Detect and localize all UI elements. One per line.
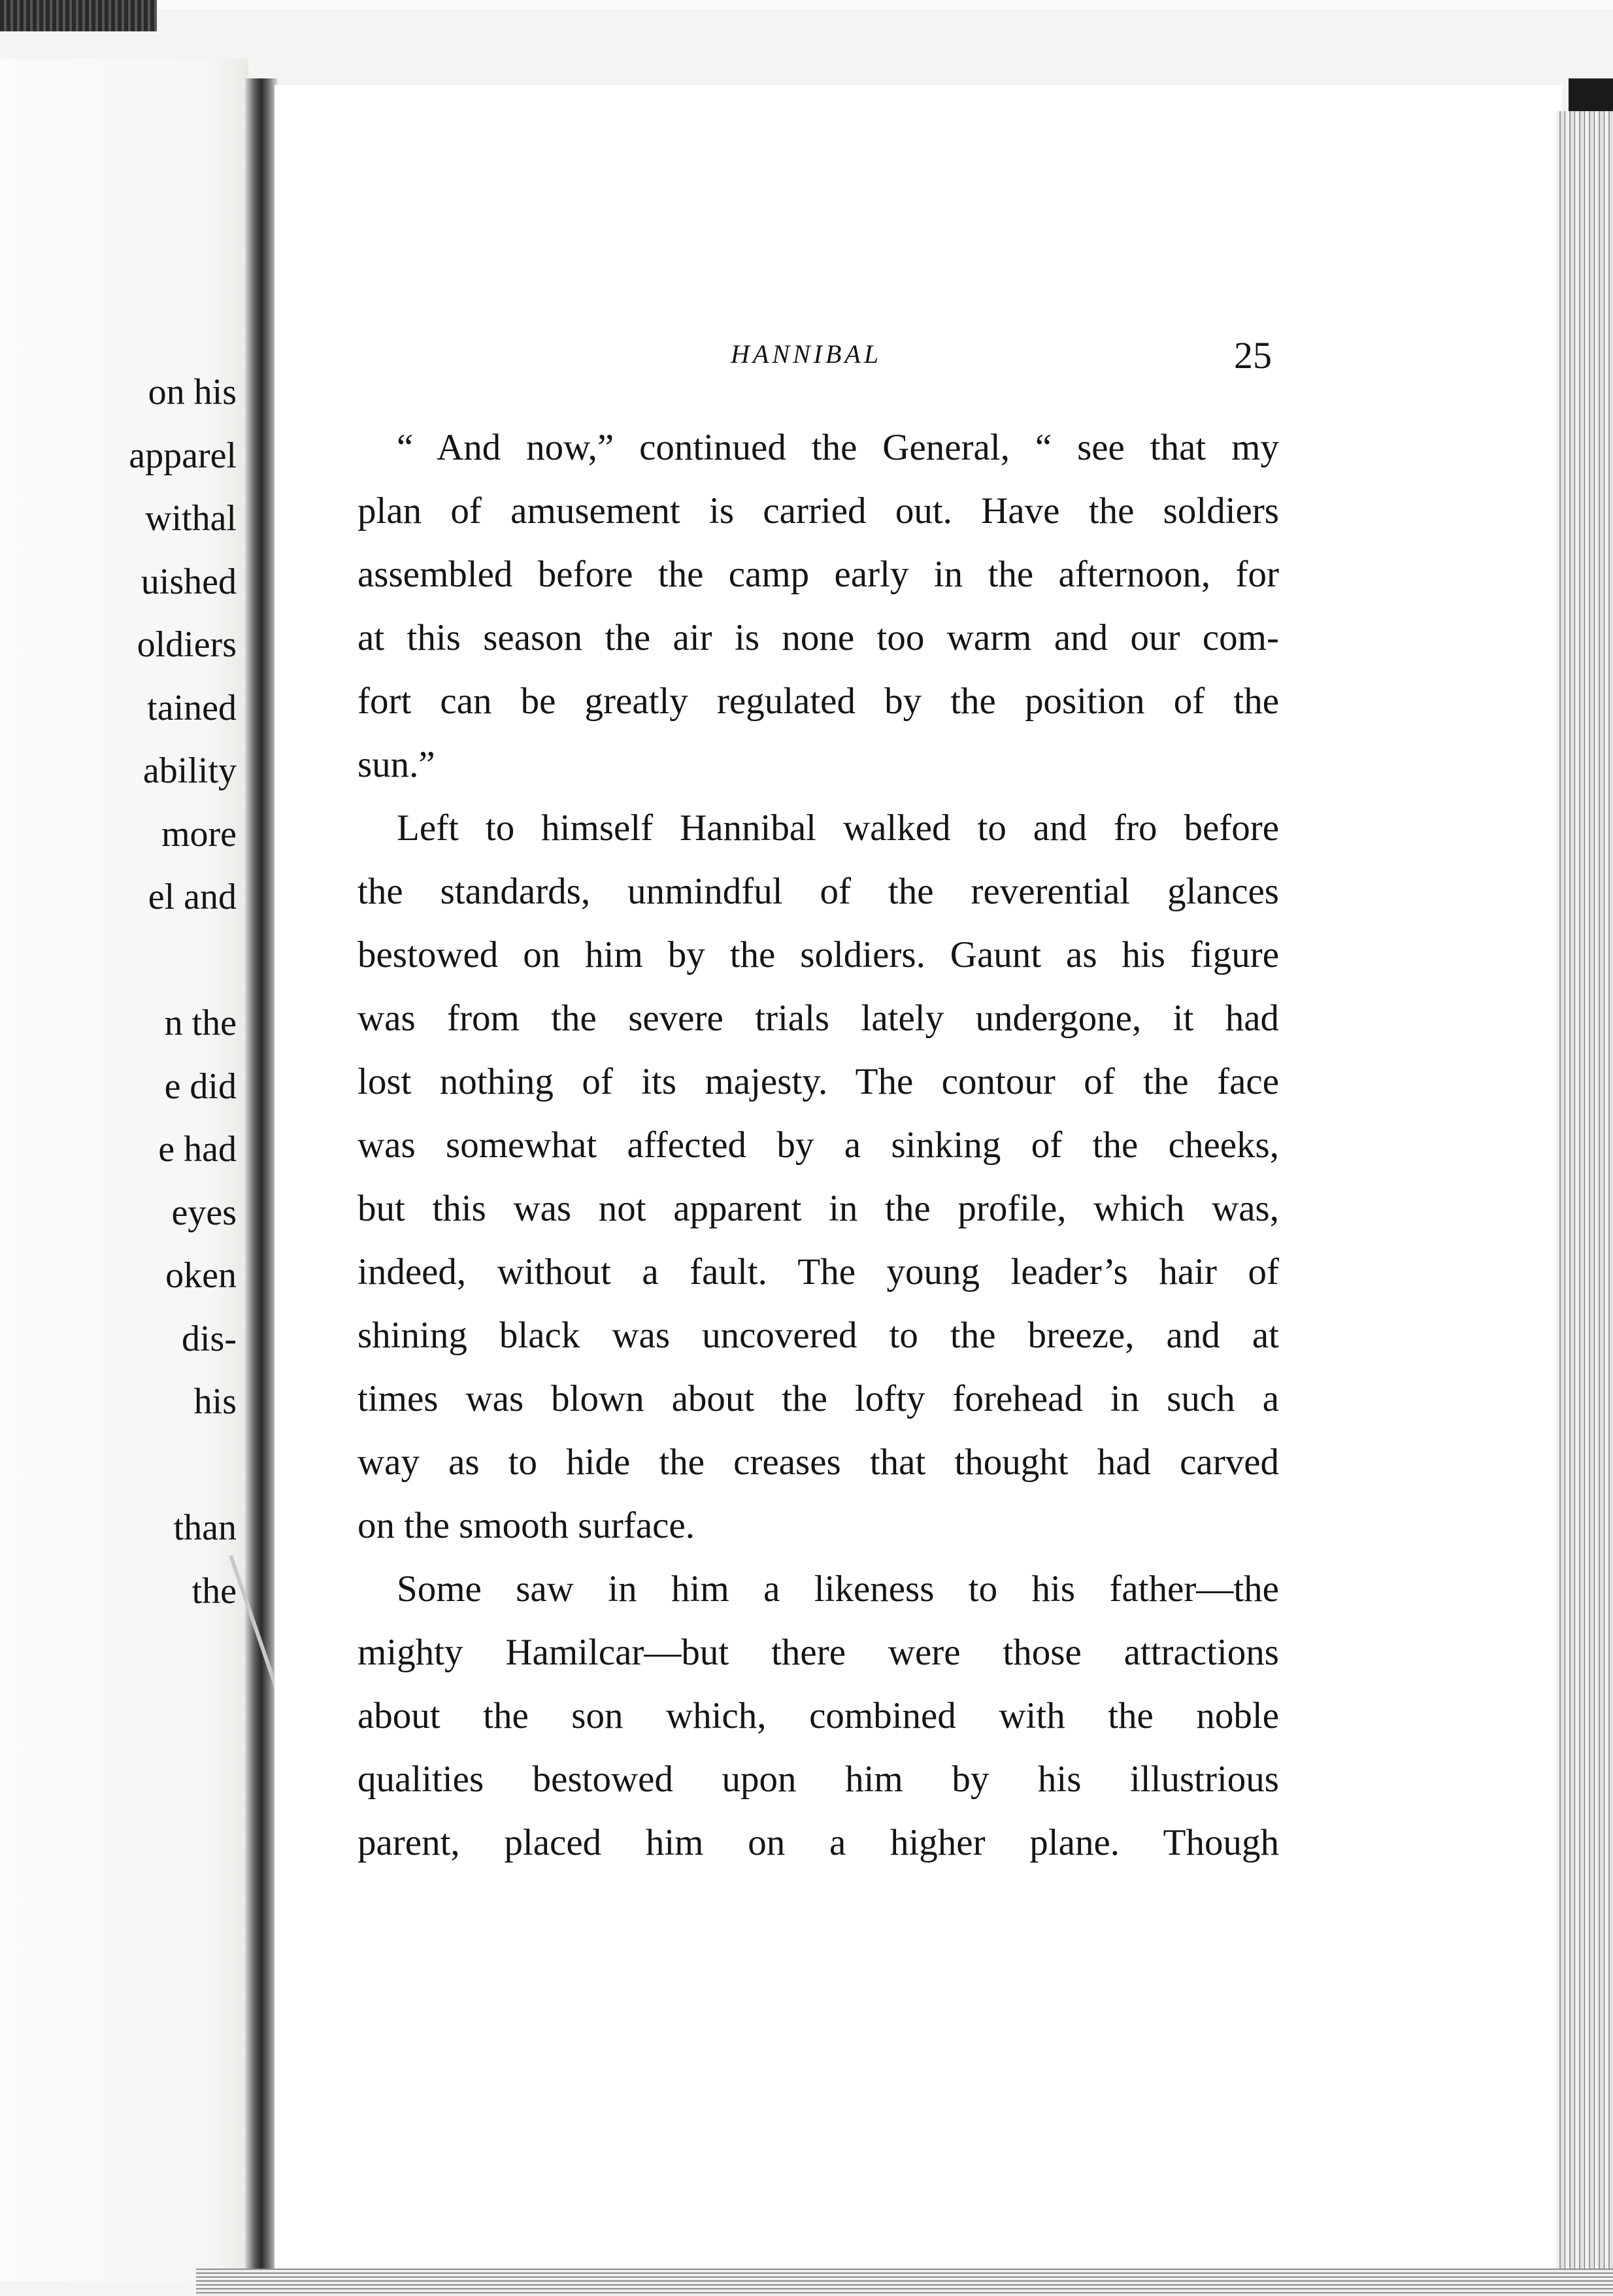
text-line: about the son which, combined with the noble (358, 1695, 1279, 1736)
text-line: qualities bestowed upon him by his illustrious (358, 1759, 1279, 1800)
text-line: “ And now,” continued the General, “ see that my (397, 427, 1279, 468)
left-page-fragment: n the (164, 1003, 237, 1043)
text-line: at this season the air is none too warm and our com- (358, 617, 1279, 658)
text-line: but this was not apparent in the profile, which was, (358, 1188, 1279, 1229)
text-line: lost nothing of its majesty. The contour of the face (358, 1061, 1279, 1102)
paragraph (358, 796, 1279, 1557)
paragraph (358, 1557, 1279, 1874)
text-line: Left to himself Hannibal walked to and fro before (397, 807, 1279, 849)
text-line: mighty Hamilcar—but there were those attractions (358, 1632, 1279, 1673)
left-page-fragment: than (173, 1508, 237, 1548)
text-line: Some saw in him a likeness to his father—the (397, 1568, 1279, 1610)
left-page-fragment: withal (145, 498, 237, 539)
book-gutter (245, 78, 278, 2288)
left-page-fragment: uished (141, 561, 237, 602)
page-fore-edge (1555, 111, 1613, 2269)
text-line: indeed, without a fault. The young leader’s hair of (358, 1251, 1279, 1292)
left-page-fragment: oken (165, 1255, 237, 1296)
text-line: way as to hide the creases that thought had carved (358, 1442, 1279, 1483)
left-page-fragment: tained (147, 687, 237, 728)
left-page (0, 59, 248, 2282)
text-line: was from the severe trials lately undergone, it had (358, 998, 1279, 1039)
left-page-fragment: el and (148, 877, 237, 917)
left-page-fragment: on his (148, 372, 237, 413)
paragraph (358, 416, 1279, 796)
left-page-fragment: e had (158, 1129, 237, 1170)
text-line: plan of amusement is carried out. Have the soldiers (358, 490, 1279, 532)
text-line: on the smooth surface. (358, 1505, 695, 1546)
text-line: assembled before the camp early in the afternoon, for (358, 554, 1279, 595)
text-line: sun.” (358, 744, 435, 785)
text-line: fort can be greatly regulated by the position of the (358, 681, 1279, 722)
body-text (358, 416, 1279, 1874)
text-line: shining black was uncovered to the breeze, and at (358, 1315, 1279, 1356)
left-page-fragment: the (191, 1570, 237, 1612)
page-bottom-edge (196, 2269, 1613, 2296)
left-page-fragment: apparel (129, 435, 237, 476)
scanner-edge (0, 0, 157, 31)
left-page-fragment: e did (164, 1066, 237, 1107)
running-head: HANNIBAL (731, 339, 882, 369)
left-page-fragment: his (193, 1381, 237, 1422)
text-line: parent, placed him on a higher plane. Though (358, 1822, 1279, 1863)
scanner-margin (157, 0, 1613, 9)
left-page-fragment: oldiers (137, 624, 237, 665)
text-line: times was blown about the lofty forehead in such a (358, 1378, 1279, 1419)
left-page-fragment: more (161, 813, 237, 854)
left-page-fragment: eyes (171, 1192, 237, 1233)
text-line: the standards, unmindful of the reverential glances (358, 871, 1279, 912)
left-page-fragment: dis- (182, 1318, 237, 1359)
text-line: was somewhat affected by a sinking of the cheeks, (358, 1124, 1279, 1166)
text-line: bestowed on him by the soldiers. Gaunt as his figure (358, 934, 1279, 975)
left-page-fragment: ability (142, 751, 237, 791)
page-number: 25 (1234, 334, 1272, 377)
